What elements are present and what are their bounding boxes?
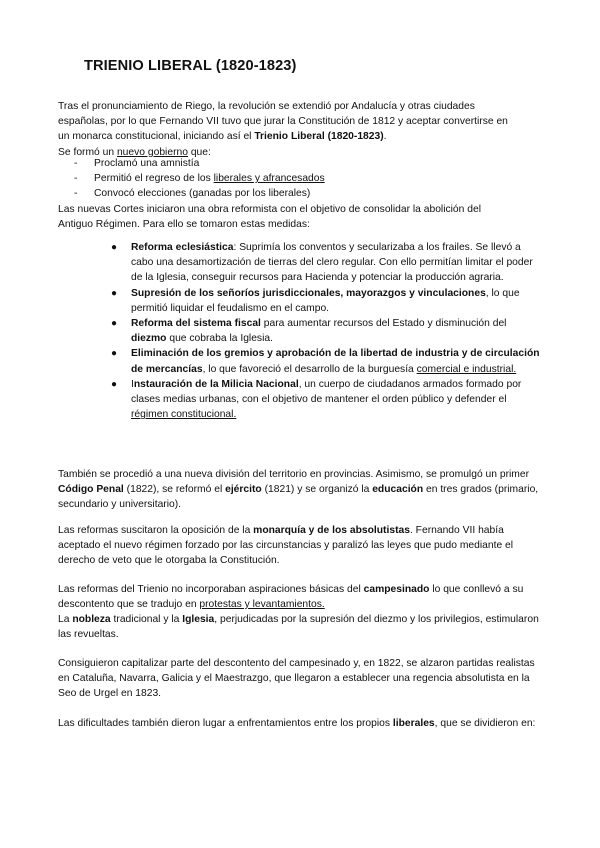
text: para aumentar recursos del Estado y disminución del (260, 318, 507, 330)
text: , perjudicadas por la supresión del diezmo y los privilegios, estimularon las revueltas. (58, 614, 539, 641)
bold-text: educación (372, 484, 424, 496)
bold-text: liberales (392, 718, 435, 729)
dash-marker: - (74, 173, 78, 185)
bold-text: monarquía y de los absolutistas (253, 525, 410, 536)
bullet-marker: ● (111, 348, 118, 360)
text: Las dificultades también dieron lugar a enfrentamientos entre los propios (58, 718, 393, 729)
bullet-marker: ● (111, 287, 118, 299)
text: , un cuerpo de ciudadanos armados formado por clases medias urbanas, con el objetivo de mantener el orden público y defender el (131, 378, 522, 406)
bullet-marker: ● (111, 378, 118, 390)
list-item (58, 156, 538, 171)
text: I (131, 378, 134, 390)
text: , lo que favoreció el desarrollo de la burguesía (202, 363, 417, 375)
reform-item (110, 316, 542, 346)
intro-line: Tras el pronunciamiento de Riego, la revolución se extendió por Andalucía y otras ciudades (58, 101, 475, 112)
text: También se procedió a una nueva división del territorio en provincias. Asimismo, se promulgó un primer (58, 469, 530, 480)
underlined-text: régimen constitucional. (131, 409, 237, 421)
intro-paragraph (58, 99, 548, 160)
text: que: (187, 146, 211, 158)
text: Convocó elecciones (ganadas por los liberales) (94, 188, 311, 200)
underlined-text: comercial e industrial. (416, 363, 517, 375)
text: (1822), se reformó el (123, 484, 226, 496)
nobility-paragraph (58, 612, 548, 642)
text: tradicional y la (110, 614, 183, 625)
underlined-text: nuevo gobierno (116, 146, 188, 158)
peasants-paragraph (58, 582, 548, 612)
reform-item (110, 286, 542, 316)
reform-item (110, 346, 542, 376)
bold-text: Trienio Liberal (1820-1823) (254, 131, 384, 143)
list-item (58, 171, 538, 186)
bold-text: diezmo (131, 333, 167, 345)
text-line: Antiguo Régimen. Para ello se tomaron estas medidas: (58, 219, 310, 231)
bullet-marker: ● (111, 318, 118, 330)
text: La (58, 614, 73, 625)
text-line: Las nuevas Cortes iniciaron una obra reformista con el objetivo de consolidar la abolición del (58, 204, 481, 215)
text: Permitió el regreso de los (94, 173, 214, 185)
underlined-text: liberales y afrancesados (213, 173, 325, 185)
text: Las reformas suscitaron la oposición de la (58, 525, 254, 536)
text: . (383, 131, 387, 143)
underlined-text: protestas y levantamientos. (199, 599, 325, 611)
bold-text: ejército (225, 484, 262, 496)
text: , lo que permitió liquidar el feudalismo en el campo. (131, 287, 520, 314)
bold-text: nobleza (72, 614, 111, 625)
opposition-paragraph (58, 523, 548, 569)
bold-text: Reforma del sistema fiscal (131, 318, 261, 330)
bold-text: Iglesia (182, 614, 215, 625)
bold-text: nstauración de la Milicia Nacional (133, 378, 299, 390)
text: (1821) y se organizó la (261, 484, 373, 496)
dash-marker: - (74, 158, 78, 169)
text: un monarca constitucional, iniciando así el (58, 131, 255, 143)
reforms-list (110, 240, 542, 422)
text: que cobraba la Iglesia. (166, 333, 273, 345)
bold-text: campesinado (363, 584, 430, 595)
text: , que se dividieron en: (434, 718, 536, 729)
text: . Fernando VII había aceptado el nuevo régimen forzado por las circunstancias y paralizó las leyes que pudo mediante el derecho de veto que le otorgaba la Constitución. (58, 525, 514, 567)
government-measures-list (58, 156, 538, 202)
intro-line (58, 129, 548, 144)
bold-text: Supresión de los señoríos jurisdiccionales, mayorazgos y vinculaciones (131, 287, 486, 299)
text: : Suprimía los conventos y secularizaba a los frailes. Se llevó a cabo una desamortización de tierras del clero regular. Con ello permitían limitar el poder de la Iglesia, conseguir recursos para Hacienda y potenciar la producción agraria. (131, 242, 533, 284)
reform-item (110, 377, 542, 423)
cortes-paragraph (58, 202, 548, 232)
division-paragraph (58, 467, 548, 513)
text: Se formó un (58, 146, 117, 158)
text: lo que conllevó a su descontento que se tradujo en (58, 584, 524, 611)
liberals-paragraph (58, 716, 548, 731)
intro-line: españolas, por lo que Fernando VII tuvo que jurar la Constitución de 1812 y aceptar convertirse en (58, 116, 508, 128)
text: en tres grados (primario, secundario y universitario). (58, 484, 539, 511)
bold-text: Eliminación de los gremios y aprobación de la libertad de industria y de circulación de mercancías (131, 348, 540, 375)
reform-item (110, 240, 542, 286)
bold-text: Código Penal (58, 484, 124, 496)
text: Proclamó una amnistía (94, 158, 200, 169)
page-title: TRIENIO LIBERAL (1820-1823) (84, 58, 297, 74)
text: Las reformas del Trienio no incorporaban aspiraciones básicas del (58, 584, 364, 595)
bold-text: Reforma eclesiástica (131, 242, 234, 253)
bullet-marker: ● (111, 242, 118, 253)
list-item (58, 186, 538, 201)
dash-marker: - (74, 188, 78, 200)
regency-paragraph: Consiguieron capitalizar parte del descontento del campesinado y, en 1822, se alzaron partidas realistas en Cataluña, Navarra, Galicia y el Maestrazgo, que llegaron a establecer una regencia absolutista en la Seo de Urgel en 1823. (58, 658, 535, 700)
